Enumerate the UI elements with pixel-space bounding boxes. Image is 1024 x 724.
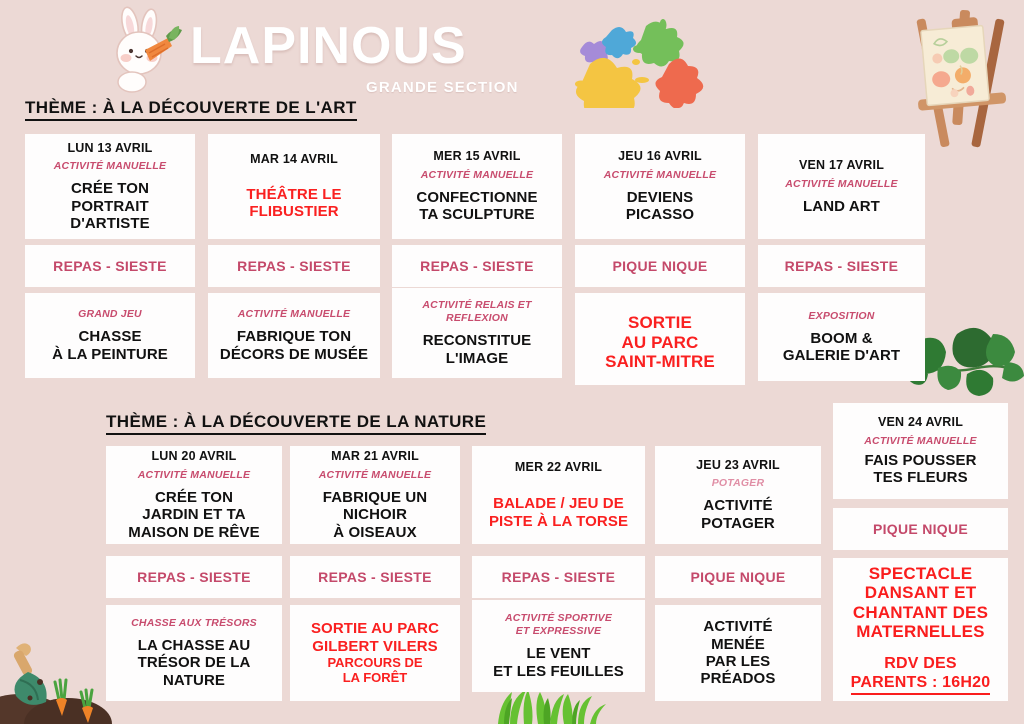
- card-activity-afternoon[interactable]: [655, 605, 821, 701]
- card-title: FAIS POUSSER TES FLEURS: [864, 451, 977, 487]
- card-tag: ACTIVITÉ MANUELLE: [53, 160, 167, 173]
- card-tag: ACTIVITÉ SPORTIVE ET EXPRESSIVE: [504, 611, 613, 638]
- meal-label: REPAS - SIESTE: [501, 569, 616, 585]
- meal-label: REPAS - SIESTE: [53, 258, 167, 274]
- card-tag: GRAND JEU: [78, 308, 142, 321]
- card-activity-morning[interactable]: [25, 134, 195, 239]
- card-activity-morning-friday[interactable]: [833, 403, 1008, 499]
- card-activity-morning[interactable]: [290, 446, 460, 544]
- card-meal[interactable]: [472, 556, 645, 598]
- theme-title-week2: THÈME : À LA DÉCOUVERTE DE LA NATURE: [106, 412, 486, 435]
- card-title: THÉÂTRE LE FLIBUSTIER: [246, 185, 342, 221]
- card-activity-afternoon[interactable]: [758, 293, 925, 381]
- meal-label: PIQUE NIQUE: [612, 258, 708, 274]
- card-title: ACTIVITÉ MENÉE PAR LES PRÉADOS: [700, 618, 776, 688]
- carrots-and-trowel-icon: [0, 620, 120, 724]
- card-title: CHASSE À LA PEINTURE: [52, 328, 168, 363]
- card-title: LA CHASSE AU TRÉSOR DE LA NATURE: [137, 636, 251, 689]
- card-subtitle: PARCOURS DE LA FORÊT: [327, 655, 423, 685]
- card-activity-afternoon[interactable]: [106, 605, 282, 701]
- card-date: VEN 24 AVRIL: [877, 415, 964, 430]
- card-tag: ACTIVITÉ MANUELLE: [785, 177, 898, 190]
- card-meal[interactable]: [655, 556, 821, 598]
- card-activity-afternoon[interactable]: [472, 600, 645, 692]
- bunny-with-carrot-icon: [100, 6, 190, 94]
- spectacle-title: SPECTACLE DANSANT ET CHANTANT DES MATERNELLES: [852, 563, 989, 641]
- card-date: MER 15 AVRIL: [433, 149, 521, 164]
- paint-splats-icon: [566, 18, 796, 108]
- card-title: SORTIE AU PARC GILBERT VILERS: [310, 620, 440, 655]
- card-date: JEU 23 AVRIL: [696, 457, 780, 472]
- card-activity-afternoon[interactable]: [392, 288, 562, 378]
- card-title: BOOM & GALERIE D'ART: [782, 329, 901, 365]
- card-title: FABRIQUE TON DÉCORS DE MUSÉE: [219, 328, 369, 363]
- card-date: JEU 16 AVRIL: [618, 149, 702, 164]
- card-date: MAR 21 AVRIL: [331, 449, 419, 464]
- card-tag: ACTIVITÉ MANUELLE: [137, 468, 251, 481]
- card-meal[interactable]: [575, 245, 745, 287]
- card-activity-afternoon[interactable]: [208, 293, 380, 378]
- meal-label: REPAS - SIESTE: [784, 258, 899, 274]
- rdv-parents: RDV DES PARENTS : 16H20: [851, 655, 991, 695]
- meal-label: REPAS - SIESTE: [137, 569, 251, 585]
- card-title: FABRIQUE UN NICHOIR À OISEAUX: [322, 488, 428, 541]
- card-activity-morning[interactable]: [758, 134, 925, 239]
- card-date: LUN 20 AVRIL: [151, 449, 237, 464]
- theme-title-week1: THÈME : À LA DÉCOUVERTE DE L'ART: [25, 98, 357, 121]
- card-tag: ACTIVITÉ RELAIS ET REFLEXION: [422, 298, 532, 325]
- card-title: CRÉE TON JARDIN ET TA MAISON DE RÊVE: [128, 488, 260, 541]
- meal-label: REPAS - SIESTE: [237, 258, 351, 274]
- card-activity-afternoon[interactable]: [25, 293, 195, 378]
- meal-label: REPAS - SIESTE: [318, 569, 432, 585]
- card-activity-morning[interactable]: [472, 446, 645, 544]
- easel-painting-icon: [900, 0, 1024, 155]
- brand-subtitle: GRANDE SECTION: [366, 79, 519, 96]
- card-title: DEVIENS PICASSO: [625, 188, 695, 224]
- card-tag: EXPOSITION: [808, 309, 875, 322]
- card-title: CONFECTIONNE TA SCULPTURE: [416, 188, 538, 224]
- card-tag: CHASSE AUX TRÉSORS: [131, 616, 257, 629]
- card-title: SORTIE AU PARC SAINT-MITRE: [605, 312, 715, 372]
- card-tag: POTAGER: [711, 477, 765, 490]
- page-header: [0, 0, 1024, 100]
- meal-label: REPAS - SIESTE: [420, 258, 534, 274]
- card-date: LUN 13 AVRIL: [67, 140, 153, 155]
- card-tag: ACTIVITÉ MANUELLE: [603, 168, 717, 181]
- card-activity-morning[interactable]: [575, 134, 745, 239]
- card-date: MAR 14 AVRIL: [250, 152, 338, 167]
- card-title: CRÉE TON PORTRAIT D'ARTISTE: [70, 180, 150, 233]
- card-title: LAND ART: [803, 197, 880, 215]
- card-meal[interactable]: [208, 245, 380, 287]
- card-title: ACTIVITÉ POTAGER: [701, 497, 775, 532]
- card-title: RECONSTITUE L'IMAGE: [422, 332, 532, 367]
- meal-label: PIQUE NIQUE: [872, 521, 969, 537]
- card-tag: ACTIVITÉ MANUELLE: [237, 308, 351, 321]
- card-meal[interactable]: [758, 245, 925, 287]
- card-title: BALADE / JEU DE PISTE À LA TORSE: [488, 495, 629, 530]
- card-activity-morning[interactable]: [106, 446, 282, 544]
- card-activity-morning[interactable]: [655, 446, 821, 544]
- card-meal[interactable]: [290, 556, 460, 598]
- card-title: LE VENT ET LES FEUILLES: [493, 645, 624, 680]
- card-activity-afternoon[interactable]: [290, 605, 460, 701]
- card-date: VEN 17 AVRIL: [798, 157, 885, 172]
- card-activity-morning[interactable]: [208, 134, 380, 239]
- card-tag: ACTIVITÉ MANUELLE: [864, 434, 977, 447]
- card-meal[interactable]: [392, 245, 562, 287]
- meal-label: PIQUE NIQUE: [690, 569, 786, 585]
- card-tag: ACTIVITÉ MANUELLE: [318, 468, 432, 481]
- card-meal-friday[interactable]: [833, 508, 1008, 550]
- card-activity-morning[interactable]: [392, 134, 562, 239]
- card-spectacle-friday[interactable]: [833, 558, 1008, 701]
- card-tag: ACTIVITÉ MANUELLE: [420, 168, 534, 181]
- card-activity-afternoon[interactable]: [575, 293, 745, 385]
- card-meal[interactable]: [25, 245, 195, 287]
- brand-title: LAPINOUS: [190, 17, 467, 75]
- card-meal[interactable]: [106, 556, 282, 598]
- card-date: MER 22 AVRIL: [514, 459, 603, 474]
